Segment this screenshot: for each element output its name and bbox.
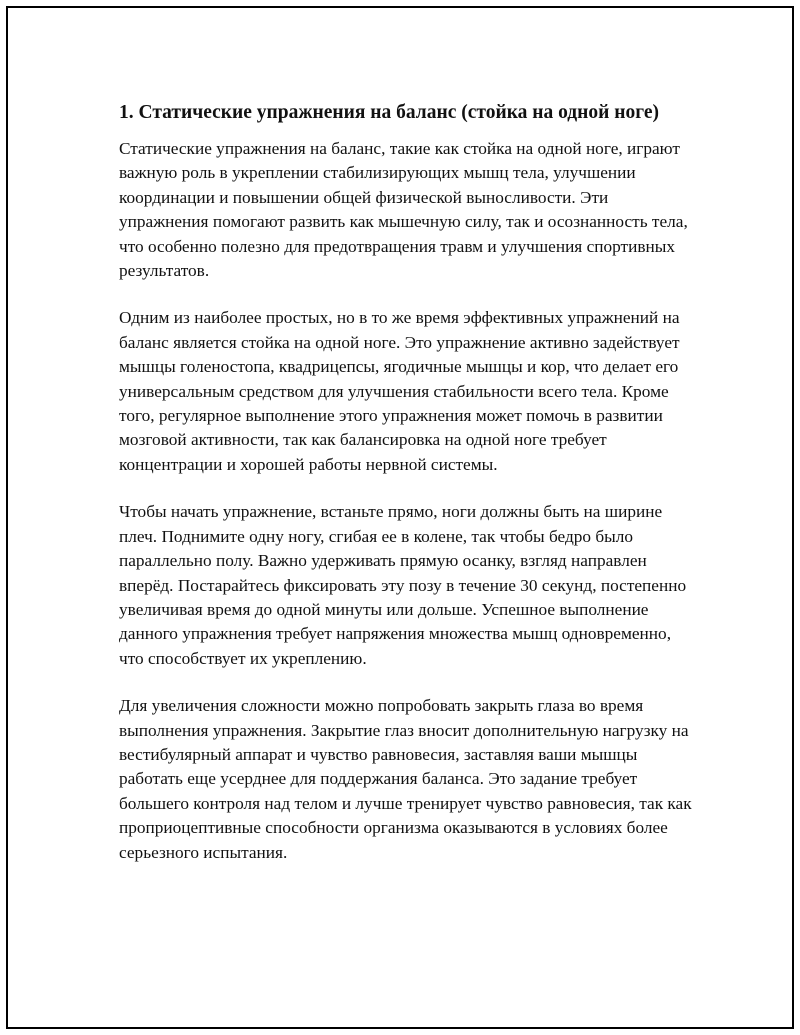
document-page — [6, 6, 794, 1029]
section-heading: 1. Статические упражнения на баланс (стойка на одной ноге) — [119, 102, 660, 123]
paragraph-complication: Для увеличения сложности можно попробовать закрыть глаза во время выполнения упражнения. Закрытие глаз вносит дополнительную нагрузку на вестибулярный аппарат и чувство равновесия, заставляя ваши мышцы работать еще усерднее для поддержания баланса. Это задание требует большего контроля над телом и лучше тренирует чувство равновесия, так как проприоцептивные способности организма оказываются в условиях более серьезного испытания. — [119, 696, 692, 862]
paragraph-benefits: Одним из наиболее простых, но в то же время эффективных упражнений на баланс является стойка на одной ноге. Это упражнение активно задействует мышцы голеностопа, квадрицепсы, ягодичные мышцы и кор, что делает его универсальным средством для улучшения стабильности всего тела. Кроме того, регулярное выполнение этого упражнения может помочь в развитии мозговой активности, так как балансировка на одной ноге требует концентрации и хорошей работы нервной системы. — [119, 308, 680, 474]
paragraph-technique: Чтобы начать упражнение, встаньте прямо, ноги должны быть на ширине плеч. Поднимите одну ногу, сгибая ее в колене, так чтобы бедро было параллельно полу. Важно удерживать прямую осанку, взгляд направлен вперёд. Постарайтесь фиксировать эту позу в течение 30 секунд, постепенно увеличивая время до одной минуты или дольше. Успешное выполнение данного упражнения требует напряжения множества мышц одновременно, что способствует их укреплению. — [119, 502, 687, 668]
document-content — [119, 99, 699, 888]
paragraph-intro: Статические упражнения на баланс, такие как стойка на одной ноге, играют важную роль в укреплении стабилизирующих мышц тела, улучшении координации и повышении общей физической выносливости. Эти упражнения помогают развить как мышечную силу, так и осознанность тела, что особенно полезно для предотвращения травм и улучшения спортивных результатов. — [119, 139, 688, 281]
